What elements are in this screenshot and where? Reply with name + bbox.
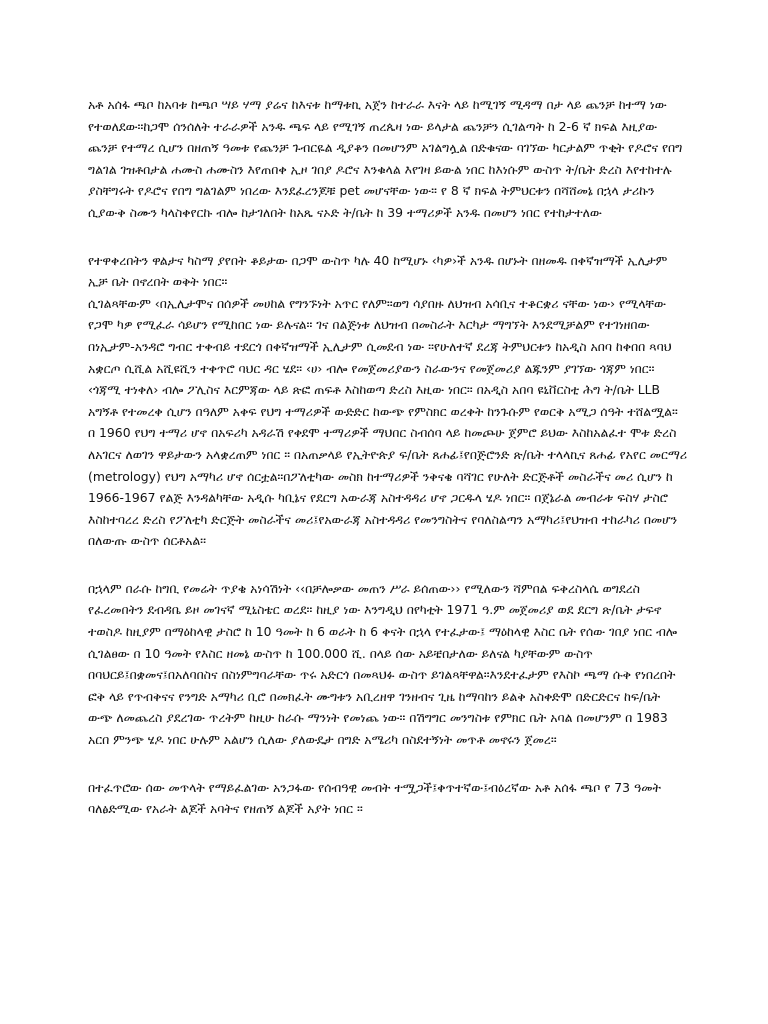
- paragraph-1: አቶ አሰፋ ጫቦ ከአባቱ ከጫቦ ሣይ ሃማ ያሬና ከእናቱ ከማቱኪ አጀን ከተራራ እናት ላይ ከሚገኝ ሚዳማ በታ ላይ ጨንቻ ከተማ ነው የተወለደው።ከጋሞ ሰንሰለት ተራራዎች አንዱ ጫፍ ላይ የሚገኝ ጠረጴዛ ነው ይላታል ጨንቻን ሲገልጣት ከ 2-6 ኛ ክፍል እዚያው ጨንቻ የተማረ ሲሆን በዘጠኝ ዓመቱ የጨንቻ ጉብርዬል ዲያቆን በመሆንም አገልግሏል በድቁናው ባገኘው ካርታልም ጥቂት የዶሮና የበግ ግልገል ገዝቶበታል ሐሙስ ሐሙስን እየጠበቀ ኢዞ ገበያ ዶሮና እንቁላል እየገዛ ይውል ነበር ከእነሱም ውስጥ ት/ቤት ድረስ እየተከተሉ ያስቸግሩት የዶሮና የበግ ግልገልም ነበረው እንደፈረንጆቹ pet መሆናቸው ነው። የ 8 ኛ ክፍል ትምህርቱን በሻሸመኔ በኋላ ታሪኩን ሲያውቅ ስሙን ካላስቀየርኩ ብሎ ከታገለበት ከአጼ ናኦድ ት/ቤት ከ 39 ተማሪዎች አንዱ በመሆን ነበር የተከታተለው: [88, 97, 683, 220]
- paragraph-2: የተዋቀረበትን ዋልታና ካስማ ያየበት ቆይታው በጋሞ ውስጥ ካሉ 40 ከሚሆኑ ‹ካዎ›ች አንዱ በሆኑት በዘመዱ በቀኛዝማች ኢሊታም ኢቻ ቤት በኖረበት ወቅት ነበር። ሲገልጻቸውም ‹በኢሊታሞና በሰዎች መሀከል የግንኙነት አጥር የለም።ወግ ሳያበዙ ለህዝብ አሳቢና ተቆርቋሪ ናቸው ነው› የሚላቸው የጋሞ ካዎ የሚፈራ ሳይሆን የሚከበር ነው ይሉናል። ገና በልጅነቱ ለህዝብ በመስራት እርካታ ማግኘት እንደሚቻልም የተገነዘበው በነኢታም-አንዳሮ ግብር ተቀብይ ተደርጎ በቀኛዝማች ኢሊታም ሲመደብ ነው ።የሁለተኛ ደረጃ ትምህርቱን ከአዲስ አበባ ከቀበበ ጻባህ አቋርጦ ሲሺል አሺዩሺን ተቀጥሮ ባህር ዳር ሄደ። ‹ሀ› ብሎ የመጀመሪያውን ስራውንና የመጀመሪያ ልጁንም ያገኘው ጎጃም ነበር። ‹ጎጃሚ ተነቀለ› ብሎ ፖሊስና እርምጃው ላይ ጽፎ ጠፍቶ እስከወጣ ድረስ እዚው ነበር። በአዲስ አበባ ዩኒቨርስቲ ሕግ ት/ቤት LLB አግኝቶ የተመረቀ ሲሆን በዓለም አቀፍ የህግ ተማሪዎች ውድድር ከውጭ የምስክር ወረቀት ከንጉሱም የወርቅ አሚጋ ሰዓት ተሸልሟል። በ 1960 የህግ ተማሪ ሆኖ በአፍሪካ አዳራሽ የቀደሞ ተማሪዎች ማህበር ስብሰባ ላይ ከመጮሁ ጀምሮ ይህው እስከአልፈተ ሞቱ ድረስ ለአገርና ለወገን ዋይታውን አላቋረጠም ነበር ። በአጠቃላይ የኢትዮጵያ ፍ/ቤት ጸሐፊ፤የበጅሮንድ ጽ/ቤት ተላላኪና ጸሐፊ የአየር መርማሪ (metrology) የህግ አማካሪ ሆኖ ሰርቷል።በፖለቲካው መስክ ከተማሪዎች ንቅናቄ ባሻገር የሁለት ድርጅቶች መስራችና መሪ ሲሆን ከ 1966-1967 የልጅ እንዳልካቸው አዲሱ ካቢኔና የደርግ አውራጃ አስተዳዳሪ ሆኖ ጋርዱላ ሄዶ ነበር። በጀኔራል መብራቱ ፍስሃ ታስሮ እስከተባረረ ድረስ የፖለቲካ ድርጅት መስራችና መሪ፤የአውራጃ አስተዳዳሪ የመንግስትና የባለስልጣን አማካሪ፤የህዝብ ተከራካሪ በመሆን በለውጡ ውስጥ ሰርቶአል፡፡: [88, 252, 687, 549]
- paragraph-3: በኋላም በራሱ ከግቢ የመሬት ጥያቄ አነሳሽነት ‹‹በቻሎቃው መጠን ሥራ ይሰጠው›› የሚለውን ሻምበል ፍቅረስላሴ ወግደረስ የፈረመበትን ደብዳቤ ይዞ መገናኛ ሚኒስቴር ወረደ። ከዚያ ነው እንግዲህ በየካቲት 1971 ዓ.ም መጀመሪያ ወደ ደርግ ጽ/ቤት ታፍኖ ተወስዶ ከዚያም በማዕከላዊ ታስሮ ከ 10 ዓመት ከ 6 ወራት ከ 6 ቀናት በኋላ የተፈታው፤ ማዕከላዊ እስር ቤት የሰው ገበያ ነበር ብሎ ሲገልፀው በ 10 ዓመት የእስር ዘመኔ ውስጥ ከ 100.000 ሺ. በላይ ሰው አይቼበታለው ይለናል ካያቸውም ውስጥ በባህርይ፤በቋመና፤በአለባበስና በስነምግባራቸው ጥሩ አድርጎ በመጻህፉ ውስጥ ይገልጻቸዋል።እንደተፈታም የእስኮ ጫማ ሱቅ የነበረበት ፎቅ ላይ የጥብቅናና የንግድ አማካሪ ቢሮ በመክፈት ሙግቱን አቢረዘዋ ገንዘብና ጊዜ ከማባከን ይልቅ አስቀድሞ በድርድርና ከፍ/ቤት ውጭ ለመጨረስ ያደረገው ጥረትም ከዚሁ ከራሱ ማንነት የመነጨ ነው። በሽግግር መንግስቱ የምክር ቤት አባል በመሆንም በ 1983 አርበ ምንጭ ሄዶ ነበር ሁሉም አልሆን ሲለው ያለውዴታ በግድ አሜሪካ በስደተኝነት መጥቶ መኖሩን ጀመረ።: [88, 580, 678, 748]
- paragraph-4: በተፈጥሮው ሰው መጥላት የማይፈልገው አንጋፋው የሰብዓዊ መብት ተሟጋች፤ቀጥተኛው፤ብዕረኛው አቶ አሰፋ ጫቦ የ 73 ዓመት ባለፅድሚው የአራት ልጆች አባትና የዘጠኝ ልጆች አያት ነበር ።: [88, 779, 661, 817]
- document-body: [88, 94, 688, 846]
